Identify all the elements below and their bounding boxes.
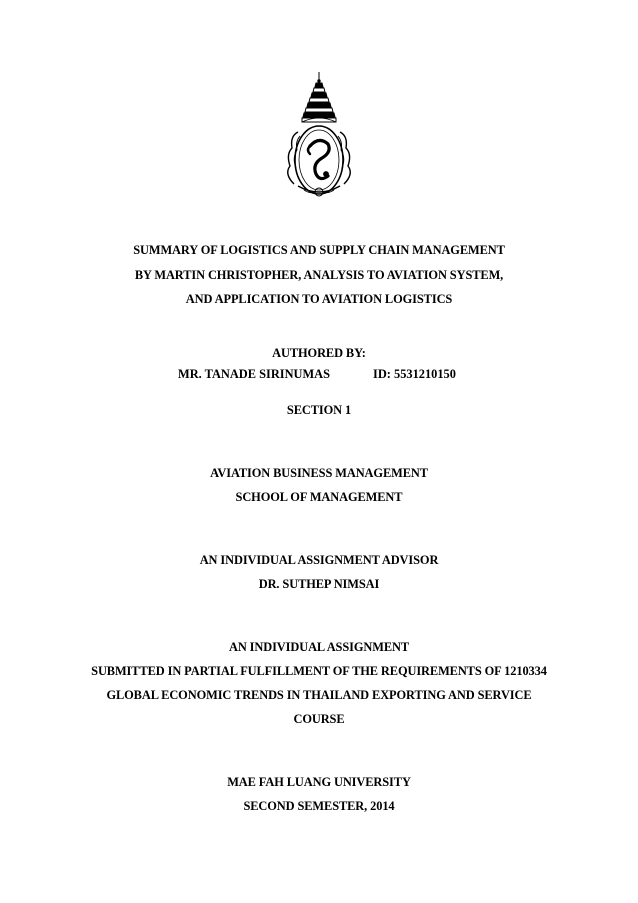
title-line-3: AND APPLICATION TO AVIATION LOGISTICS	[185, 292, 453, 306]
university-emblem-icon	[268, 70, 370, 200]
author-name: MR. TANADE SIRINUMAS	[178, 367, 331, 381]
submission-line-1: AN INDIVIDUAL ASSIGNMENT	[228, 640, 410, 654]
title-line-2: BY MARTIN CHRISTOPHER, ANALYSIS TO AVIATION SYSTEM,	[134, 268, 504, 282]
program-line-2: SCHOOL OF MANAGEMENT	[235, 490, 403, 504]
author-row	[0, 366, 638, 382]
author-id: ID: 5531210150	[373, 367, 456, 381]
advisor-name: DR. SUTHEP NIMSAI	[258, 577, 380, 591]
submission-line-4: COURSE	[293, 712, 345, 726]
advisor-line-1: AN INDIVIDUAL ASSIGNMENT ADVISOR	[199, 553, 439, 567]
submission-line-3: GLOBAL ECONOMIC TRENDS IN THAILAND EXPORTING AND SERVICE	[106, 688, 532, 702]
title-line-1: SUMMARY OF LOGISTICS AND SUPPLY CHAIN MANAGEMENT	[133, 243, 505, 257]
program-line-1: AVIATION BUSINESS MANAGEMENT	[210, 466, 428, 480]
semester-label: SECOND SEMESTER, 2014	[243, 799, 395, 813]
submission-line-2: SUBMITTED IN PARTIAL FULFILLMENT OF THE REQUIREMENTS OF 1210334	[91, 664, 547, 678]
university-name: MAE FAH LUANG UNIVERSITY	[227, 775, 411, 789]
authored-by-label: AUTHORED BY:	[272, 346, 366, 360]
section-label: SECTION 1	[286, 403, 352, 417]
